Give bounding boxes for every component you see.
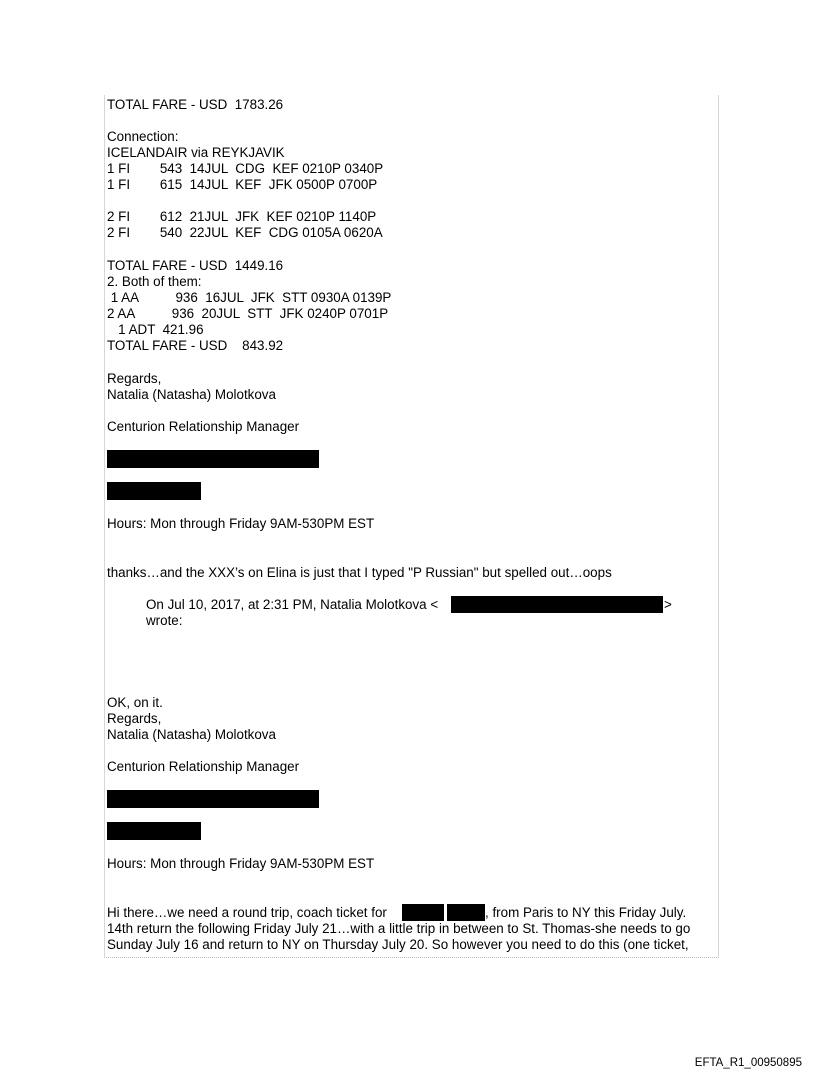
flight-line: 2 FI 612 21JUL JFK KEF 0210P 1140P xyxy=(107,209,377,224)
flight-line: 1 FI 615 14JUL KEF JFK 0500P 0700P xyxy=(107,177,378,192)
signature-title: Centurion Relationship Manager xyxy=(107,419,300,434)
request-message-line: 14th return the following Friday July 21…with a little trip in between to St. Thomas-she needs to go xyxy=(107,921,691,936)
signature-name: Natalia (Natasha) Molotkova xyxy=(107,727,276,742)
signature-title: Centurion Relationship Manager xyxy=(107,759,300,774)
total-fare-2: TOTAL FARE - USD 1449.16 xyxy=(107,258,284,273)
airline-line: ICELANDAIR via REYKJAVIK xyxy=(107,145,285,160)
connection-label: Connection: xyxy=(107,129,179,144)
quote-header: On Jul 10, 2017, at 2:31 PM, Natalia Molotkova < xyxy=(146,597,439,612)
quote-header-end: > xyxy=(664,597,672,612)
redaction-bar xyxy=(451,596,663,613)
signature-name: Natalia (Natasha) Molotkova xyxy=(107,387,276,402)
option-label: 2. Both of them: xyxy=(107,274,202,289)
quote-header-wrote: wrote: xyxy=(146,613,183,628)
redaction-bar xyxy=(107,450,319,468)
fare-line: 1 ADT 421.96 xyxy=(107,322,204,337)
flight-line: 1 AA 936 16JUL JFK STT 0930A 0139P xyxy=(107,290,392,305)
redaction-bar xyxy=(107,822,201,840)
total-fare-1: TOTAL FARE - USD 1783.26 xyxy=(107,97,284,112)
request-message-cont: , from Paris to NY this Friday July. xyxy=(485,905,687,920)
redaction-bar xyxy=(107,482,201,500)
request-message-line: Sunday July 16 and return to NY on Thursday July 20. So however you need to do this (one ticket, xyxy=(107,937,689,952)
flight-line: 2 FI 540 22JUL KEF CDG 0105A 0620A xyxy=(107,225,383,240)
redaction-bar xyxy=(402,904,444,921)
request-message-start: Hi there…we need a round trip, coach ticket for xyxy=(107,905,387,920)
flight-line: 1 FI 543 14JUL CDG KEF 0210P 0340P xyxy=(107,161,384,176)
redaction-bar xyxy=(107,790,319,808)
flight-line: 2 AA 936 20JUL STT JFK 0240P 0701P xyxy=(107,306,389,321)
ok-text: OK, on it. xyxy=(107,695,163,710)
hours-text: Hours: Mon through Friday 9AM-530PM EST xyxy=(107,856,375,871)
redaction-bar xyxy=(447,904,485,921)
reply-message: thanks…and the XXX’s on Elina is just that I typed "P Russian" but spelled out…oops xyxy=(107,565,612,580)
hours-text: Hours: Mon through Friday 9AM-530PM EST xyxy=(107,516,375,531)
regards-text: Regards, xyxy=(107,711,162,726)
regards-text: Regards, xyxy=(107,371,162,386)
total-fare-3: TOTAL FARE - USD 843.92 xyxy=(107,338,284,353)
document-id: EFTA_R1_00950895 xyxy=(694,1057,802,1069)
